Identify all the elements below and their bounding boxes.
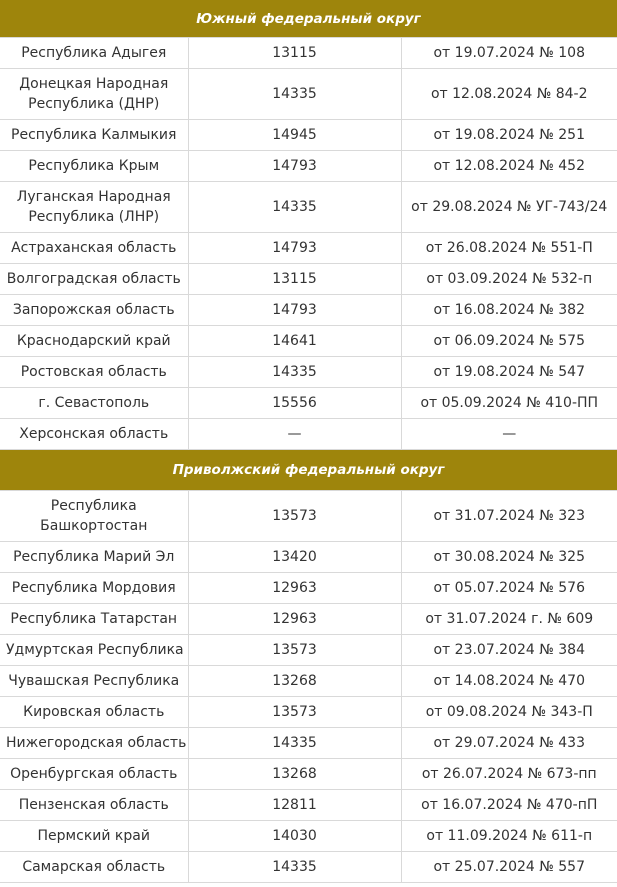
table-row — [0, 264, 617, 295]
decree-cell: от 05.07.2024 № 576 — [401, 573, 617, 604]
table-row — [0, 697, 617, 728]
region-cell: Астраханская область — [0, 233, 188, 264]
table-row — [0, 728, 617, 759]
table-row — [0, 852, 617, 883]
table-row — [0, 233, 617, 264]
table-row — [0, 295, 617, 326]
amount-cell: 14030 — [188, 821, 401, 852]
amount-cell: — — [188, 419, 401, 450]
region-cell: Республика Марий Эл — [0, 542, 188, 573]
amount-cell: 14335 — [188, 728, 401, 759]
amount-cell: 14335 — [188, 852, 401, 883]
table-row — [0, 759, 617, 790]
decree-cell: от 11.09.2024 № 611-п — [401, 821, 617, 852]
table-row — [0, 604, 617, 635]
decree-cell: от 03.09.2024 № 532-п — [401, 264, 617, 295]
region-cell: Волгоградская область — [0, 264, 188, 295]
amount-cell: 14641 — [188, 326, 401, 357]
table-row — [0, 357, 617, 388]
amount-cell: 14793 — [188, 233, 401, 264]
table-row — [0, 666, 617, 697]
decree-cell: от 06.09.2024 № 575 — [401, 326, 617, 357]
section-header-south — [0, 0, 617, 38]
region-cell: Республика Адыгея — [0, 38, 188, 69]
decree-cell: от 25.07.2024 № 557 — [401, 852, 617, 883]
decree-cell: от 12.08.2024 № 84-2 — [401, 69, 617, 120]
table-row — [0, 491, 617, 542]
region-cell: Нижегородская область — [0, 728, 188, 759]
amount-cell: 13268 — [188, 666, 401, 697]
decree-cell: от 30.08.2024 № 325 — [401, 542, 617, 573]
amount-cell: 14335 — [188, 357, 401, 388]
decree-cell: от 16.07.2024 № 470-пП — [401, 790, 617, 821]
decree-cell: от 19.08.2024 № 251 — [401, 120, 617, 151]
region-cell: Республика Мордовия — [0, 573, 188, 604]
region-cell: Запорожская область — [0, 295, 188, 326]
decree-cell: от 31.07.2024 № 323 — [401, 491, 617, 542]
region-cell: Самарская область — [0, 852, 188, 883]
region-cell: Чувашская Республика — [0, 666, 188, 697]
region-cell: Оренбургская область — [0, 759, 188, 790]
table-row — [0, 38, 617, 69]
amount-cell: 14793 — [188, 295, 401, 326]
amount-cell: 13573 — [188, 635, 401, 666]
amount-cell: 13573 — [188, 697, 401, 728]
amount-cell: 12811 — [188, 790, 401, 821]
decree-cell: — — [401, 419, 617, 450]
section-title: Южный федеральный округ — [0, 0, 617, 38]
table-row — [0, 635, 617, 666]
region-cell: Кировская область — [0, 697, 188, 728]
amount-cell: 12963 — [188, 604, 401, 635]
amount-cell: 12963 — [188, 573, 401, 604]
amount-cell: 13115 — [188, 264, 401, 295]
decree-cell: от 23.07.2024 № 384 — [401, 635, 617, 666]
amount-cell: 13420 — [188, 542, 401, 573]
amount-cell: 13115 — [188, 38, 401, 69]
amount-cell: 13268 — [188, 759, 401, 790]
decree-cell: от 26.07.2024 № 673-пп — [401, 759, 617, 790]
decree-cell: от 16.08.2024 № 382 — [401, 295, 617, 326]
decree-cell: от 05.09.2024 № 410-ПП — [401, 388, 617, 419]
table-row — [0, 326, 617, 357]
region-cell: Краснодарский край — [0, 326, 188, 357]
region-cell: Пензенская область — [0, 790, 188, 821]
decree-cell: от 29.08.2024 № УГ-743/24 — [401, 182, 617, 233]
region-cell: г. Севастополь — [0, 388, 188, 419]
amount-cell: 14335 — [188, 69, 401, 120]
decree-cell: от 26.08.2024 № 551-П — [401, 233, 617, 264]
table-row — [0, 151, 617, 182]
table-row — [0, 419, 617, 450]
amount-cell: 15556 — [188, 388, 401, 419]
region-cell: Республика Татарстан — [0, 604, 188, 635]
table-row — [0, 120, 617, 151]
region-cell: Донецкая Народная Республика (ДНР) — [0, 69, 188, 120]
region-cell: Республика Калмыкия — [0, 120, 188, 151]
amount-cell: 14335 — [188, 182, 401, 233]
table-row — [0, 542, 617, 573]
decree-cell: от 14.08.2024 № 470 — [401, 666, 617, 697]
table-row — [0, 388, 617, 419]
amount-cell: 13573 — [188, 491, 401, 542]
decree-cell: от 09.08.2024 № 343-П — [401, 697, 617, 728]
region-cell: Ростовская область — [0, 357, 188, 388]
amount-cell: 14793 — [188, 151, 401, 182]
decree-cell: от 19.07.2024 № 108 — [401, 38, 617, 69]
region-cell: Удмуртская Республика — [0, 635, 188, 666]
amount-cell: 14945 — [188, 120, 401, 151]
section-title: Приволжский федеральный округ — [0, 450, 617, 491]
region-cell: Луганская Народная Республика (ЛНР) — [0, 182, 188, 233]
region-cell: Пермский край — [0, 821, 188, 852]
decree-cell: от 31.07.2024 г. № 609 — [401, 604, 617, 635]
table-row — [0, 821, 617, 852]
decree-cell: от 12.08.2024 № 452 — [401, 151, 617, 182]
region-cell: Республика Башкортостан — [0, 491, 188, 542]
region-cell: Республика Крым — [0, 151, 188, 182]
table-row — [0, 790, 617, 821]
region-cell: Херсонская область — [0, 419, 188, 450]
table-row — [0, 573, 617, 604]
decree-cell: от 19.08.2024 № 547 — [401, 357, 617, 388]
decree-cell: от 29.07.2024 № 433 — [401, 728, 617, 759]
section-header-volga — [0, 450, 617, 491]
table-row — [0, 182, 617, 233]
table-row — [0, 69, 617, 120]
